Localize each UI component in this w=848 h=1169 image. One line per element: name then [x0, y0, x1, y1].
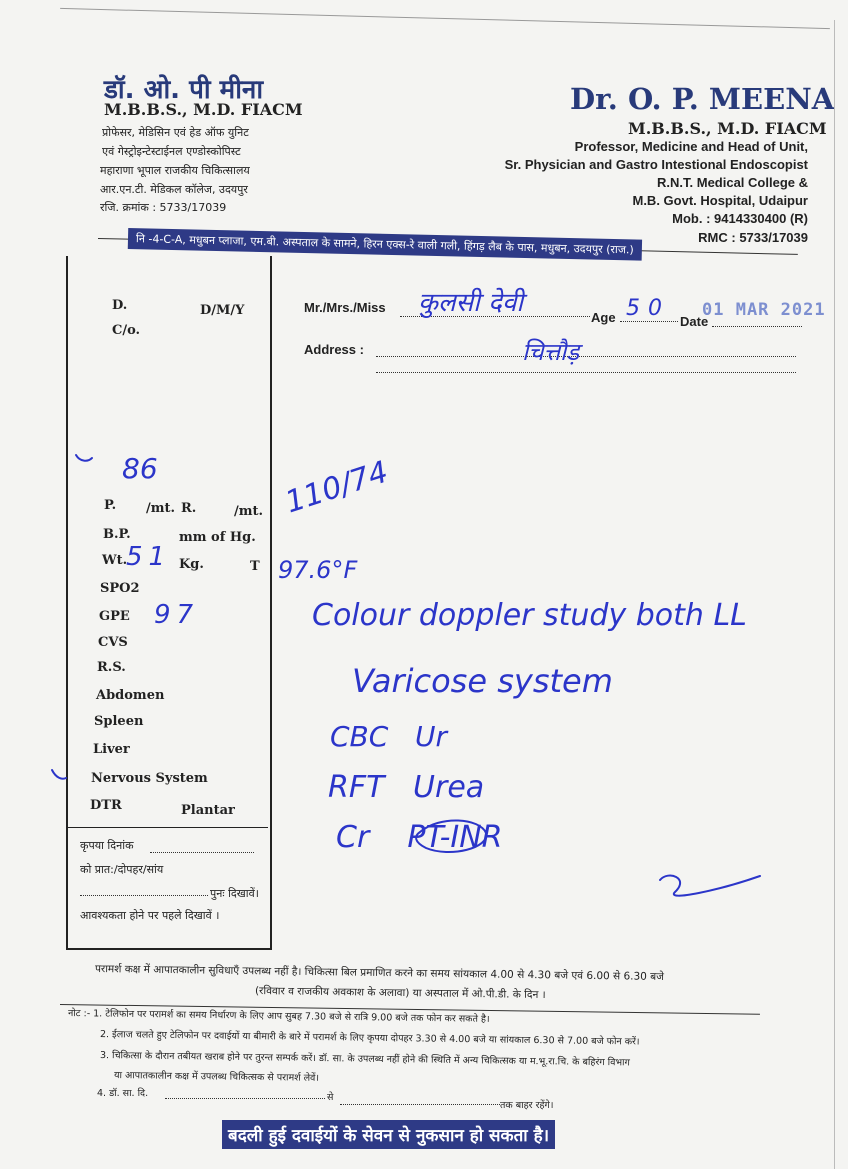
liver-label: Liver: [93, 742, 130, 757]
followup-time-label: को प्रात:/दोपहर/सांय: [80, 863, 164, 876]
margin-mark: [52, 770, 66, 779]
header-left-line: महाराणा भूपाल राजकीय चिकित्सालय: [100, 164, 250, 177]
note-4-from-line: [165, 1098, 325, 1099]
signature-mark: [660, 876, 760, 896]
pulse-label: P.: [104, 498, 117, 513]
note-3: 3. चिकित्सा के दौरान तबीयत खराब होने पर तुरन्त सम्पर्क करें। डॉ. सा. के उपलब्ध नहीं होने की स्थिति में अन्य चिकित्सक या म.भू.रा.चि. के बहिरंग विभाग: [99, 1050, 630, 1069]
note-4-se: से: [327, 1092, 334, 1103]
d-label: D.: [112, 298, 128, 313]
cvs-label: CVS: [98, 635, 128, 650]
spo2-handwritten: 97: [154, 600, 200, 630]
emergency-notice-line1: परामर्श कक्ष में आपातकालीन सुविधाएँ उपलब्ध नहीं है। चिकित्सा बिल प्रमाणित करने का समय सांयकाल 4.00 से 4.30 बजे एवं 6.00 से 6.30 बजे: [94, 963, 665, 983]
header-right-line: Sr. Physician and Gastro Intestional Endoscopist: [504, 157, 808, 172]
followup-date-label: कृपया दिनांक: [80, 839, 134, 852]
temp-label: T: [250, 559, 260, 574]
plantar-label: Plantar: [181, 803, 235, 818]
header-left-line: प्रोफेसर, मेडिसिन एवं हेड ऑफ युनिट: [102, 126, 249, 139]
pulse-handwritten: 86: [122, 452, 158, 485]
patient-name-label: Mr./Mrs./Miss: [304, 300, 386, 315]
resp-unit: /mt.: [234, 504, 264, 519]
patient-name-handwritten: कुलसी देवी: [418, 288, 524, 318]
header-right-line: M.B. Govt. Hospital, Udaipur: [632, 193, 808, 208]
weight-handwritten: 51: [126, 542, 172, 572]
note-4-tail: तक बाहर रहेंगे।: [500, 1100, 554, 1111]
note-3-cont: या आपातकालीन कक्ष में उपलब्ध चिकित्सक से परामर्श लेवें।: [113, 1070, 320, 1084]
address-label: Address :: [304, 342, 364, 357]
header-right-line: Professor, Medicine and Head of Unit,: [574, 139, 808, 154]
followup-revisit-label: पुनः दिखावें।: [210, 887, 259, 900]
gpe-label: GPE: [99, 609, 130, 624]
doctor-name-english: Dr. O. P. MEENA: [570, 82, 835, 116]
abdomen-label: Abdomen: [96, 688, 165, 703]
handwritten-note: CBC Ur: [330, 720, 448, 753]
note-4-label: 4. डॉ. सा. दि.: [97, 1088, 149, 1099]
bp-label: B.P.: [103, 527, 131, 542]
header-left-line: एवं गेस्ट्रोइन्टेस्टाईनल एण्डोस्कोपिस्ट: [102, 145, 241, 158]
handwritten-note: Colour doppler study both LL: [312, 598, 747, 633]
dmy-label: D/M/Y: [200, 303, 245, 318]
hook-mark: [76, 455, 92, 461]
resp-label: R.: [181, 501, 197, 516]
doctor-degree-left: M.B.B.S., M.D. FIACM: [104, 100, 303, 119]
clinic-address-bar: नि -4-C-A, मधुबन प्लाजा, एम.बी. अस्पताल के सामने, हिरन एक्स-रे वाली गली, हिंगड़ लैब के पास, मधुबन, उदयपुर (राज.): [128, 228, 642, 261]
temp-handwritten: 97.6°F: [278, 556, 358, 584]
header-right-line: RMC : 5733/17039: [698, 230, 808, 245]
co-label: C/o.: [112, 323, 141, 338]
page-edge-right: [834, 20, 835, 1169]
weight-label: Wt.: [102, 553, 128, 568]
header-right-line: Mob. : 9414330400 (R): [672, 211, 808, 226]
handwritten-note: Varicose system: [352, 662, 613, 700]
weight-unit: Kg.: [179, 557, 204, 572]
note-2: 2. ईलाज चलते हुए टेलिफोन पर दवाईयों या बीमारी के बारे में परामर्श के लिए कृपया दोपहर 3.30 से 4.00 बजे या सांयकाल 6.30 से 7.00 बजे फोन करें।: [99, 1029, 640, 1048]
nervous-system-label: Nervous System: [91, 771, 208, 786]
rs-label: R.S.: [97, 660, 126, 675]
date-stamp: 01 MAR 2021: [702, 300, 826, 320]
date-label: Date: [680, 314, 709, 329]
bp-unit: mm of Hg.: [179, 530, 256, 545]
bp-handwritten: 110/74: [281, 454, 393, 521]
handwritten-note: Cr PT-INR: [336, 820, 503, 855]
address-handwritten: चित्तौड़: [522, 338, 580, 366]
age-handwritten: 50: [626, 296, 670, 321]
spo2-label: SPO2: [100, 581, 140, 596]
header-left-line: रजि. क्रमांक : 5733/17039: [100, 201, 227, 214]
handwritten-note: RFT Urea: [328, 770, 485, 805]
spleen-label: Spleen: [94, 714, 144, 729]
header-left-line: आर.एन.टी. मेडिकल कॉलेज, उदयपुर: [100, 183, 248, 196]
emergency-notice-line2: (रविवार व राजकीय अवकाश के अलावा) या अस्पताल में ओ.पी.डी. के दिन ।: [254, 985, 546, 1002]
note-1: नोट :- 1. टेलिफोन पर परामर्श का समय निर्धारण के लिए आप सुबह 7.30 बजे से रात्रि 9.00 बजे तक फोन कर सकते है।: [67, 1008, 490, 1025]
pulse-unit: /mt.: [146, 501, 176, 516]
note-4-to-line: [340, 1104, 500, 1105]
doctor-degree-right: M.B.B.S., M.D. FIACM: [628, 119, 827, 138]
dtr-label: DTR: [90, 798, 122, 813]
warning-banner: बदली हुई दवाईयों के सेवन से नुकसान हो सकता है।: [222, 1120, 555, 1149]
followup-early-label: आवश्यकता होने पर पहले दिखावें ।: [80, 909, 220, 922]
doctor-name-hindi: डॉ. ओ. पी मीना: [104, 75, 264, 105]
circle-mark: [416, 820, 486, 852]
age-label: Age: [591, 310, 616, 325]
header-right-line: R.N.T. Medical College &: [657, 175, 808, 190]
